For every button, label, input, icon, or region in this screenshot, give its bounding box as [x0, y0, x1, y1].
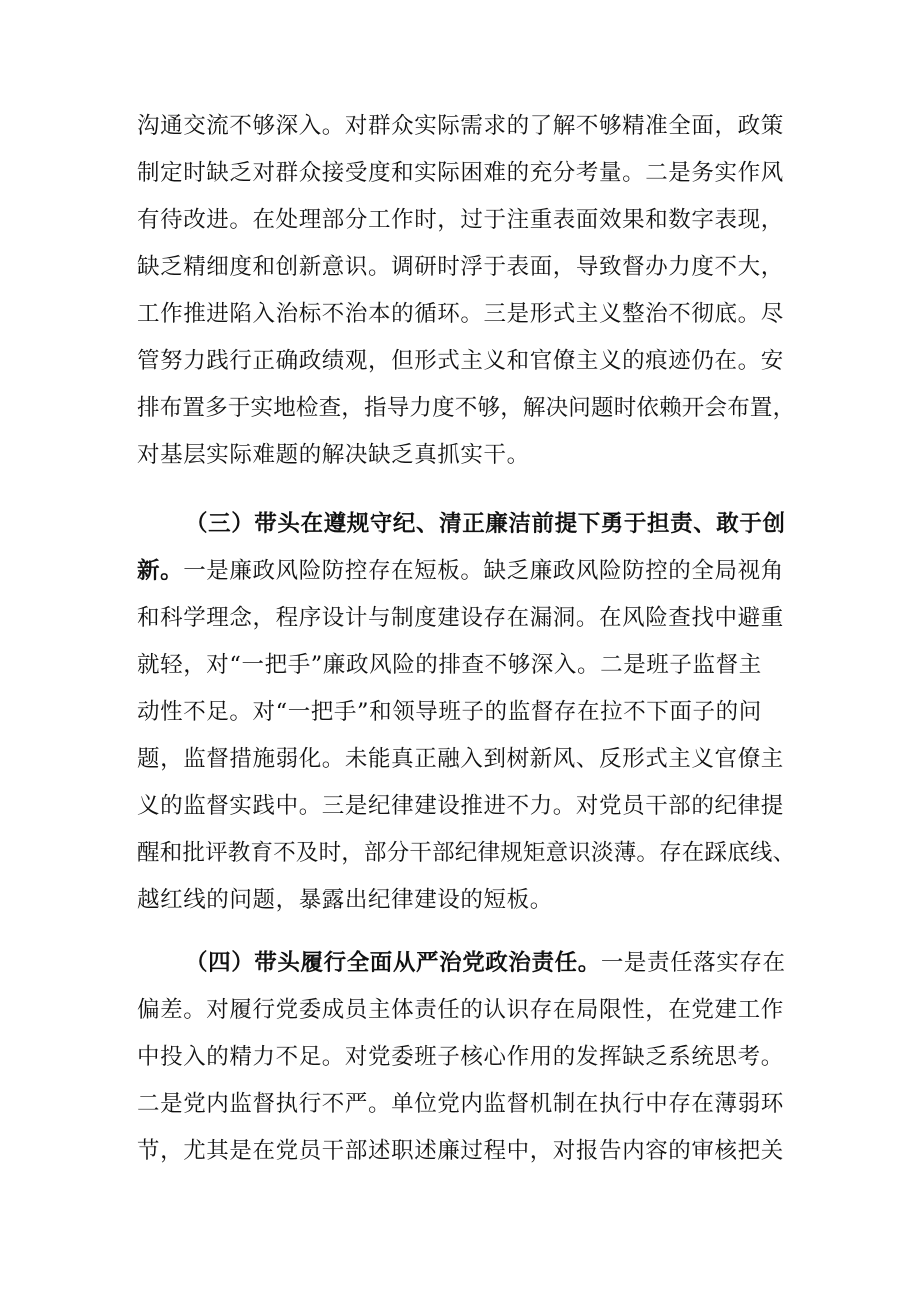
body-line-text: 一是廉政风险防控存在短板。缺乏廉政风险防控的全局视角	[183, 558, 784, 584]
body-line: 中投入的精力不足。对党委班子核心作用的发挥缺乏系统思考。	[137, 1044, 784, 1070]
body-line: 节，尤其是在党员干部述职述廉过程中，对报告内容的审核把关	[137, 1138, 784, 1164]
body-line: 排布置多于实地检查，指导力度不够，解决问题时依赖开会布置，	[137, 395, 796, 421]
body-line: 动性不足。对“一把手”和领导班子的监督存在拉不下面子的问	[137, 699, 762, 725]
body-line: 制定时缺乏对群众接受度和实际困难的充分考量。二是务实作风	[137, 160, 784, 186]
body-line: 二是党内监督执行不严。单位党内监督机制在执行中存在薄弱环	[137, 1091, 784, 1117]
body-line	[185, 943, 797, 983]
body-line: 工作推进陷入治标不治本的循环。三是形式主义整治不彻底。尽	[137, 301, 784, 327]
body-line	[137, 551, 797, 591]
body-line: 越红线的问题，暴露出纪律建设的短板。	[137, 887, 553, 913]
body-line: 就轻，对“一把手”廉政风险的排查不够深入。二是班子监督主	[137, 652, 762, 678]
body-line: 题，监督措施弱化。未能真正融入到树新风、反形式主义官僚主	[137, 746, 784, 772]
body-line: 管努力践行正确政绩观，但形式主义和官僚主义的痕迹仍在。安	[137, 348, 784, 374]
section-heading-3: （三）带头在遵规守纪、清正廉洁前提下勇于担责、敢于创	[185, 511, 786, 537]
body-line: 偏差。对履行党委成员主体责任的认识存在局限性，在党建工作	[137, 997, 784, 1023]
body-line: 缺乏精细度和创新意识。调研时浮于表面，导致督办力度不大，	[137, 254, 784, 280]
body-line: 义的监督实践中。三是纪律建设推进不力。对党员干部的纪律提	[137, 793, 784, 819]
body-line: 对基层实际难题的解决缺乏真抓实干。	[137, 442, 530, 468]
section-heading-3-end: 新。	[137, 558, 184, 584]
section-heading-4: （四）带头履行全面从严治党政治责任。	[185, 950, 601, 976]
body-line: 沟通交流不够深入。对群众实际需求的了解不够精准全面，政策	[137, 113, 784, 139]
body-line: 有待改进。在处理部分工作时，过于注重表面效果和数字表现，	[137, 207, 784, 233]
body-line: 醒和批评教育不及时，部分干部纪律规矩意识淡薄。存在踩底线、	[137, 840, 796, 866]
body-line-text: 一是责任落实存在	[600, 950, 786, 976]
body-line: 和科学理念，程序设计与制度建设存在漏洞。在风险查找中避重	[137, 605, 784, 631]
